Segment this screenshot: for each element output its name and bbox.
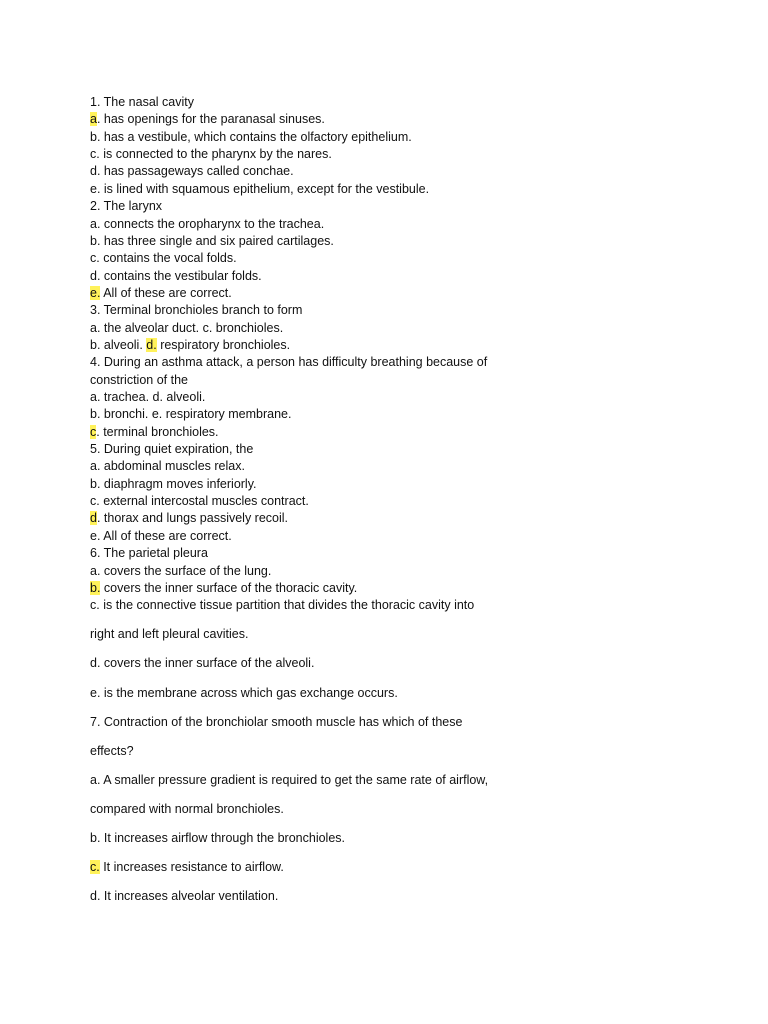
document-line: [90, 111, 325, 127]
line-text: d. contains the vestibular folds.: [90, 268, 262, 283]
line-text: d. It increases alveolar ventilation.: [90, 889, 279, 904]
document-line: [90, 545, 208, 561]
line-text: 5. During quiet expiration, the: [90, 442, 254, 456]
line-text: 2. The larynx: [90, 199, 163, 214]
line-text: compared with normal bronchioles.: [90, 801, 284, 816]
document-line: [90, 233, 334, 249]
document-line: [90, 510, 288, 526]
document-line: [90, 424, 219, 440]
line-text: It increases resistance to airflow.: [99, 860, 284, 875]
document-line: [90, 476, 257, 492]
document-line: [90, 337, 290, 353]
line-text: b. has three single and six paired cartilages.: [90, 233, 334, 248]
document-line: [90, 626, 248, 642]
line-text: b. It increases airflow through the bronchioles.: [90, 831, 345, 845]
document-line: [90, 372, 188, 388]
highlighted-answer-text: a: [90, 112, 97, 127]
document-line: [90, 268, 262, 284]
document-line: [90, 216, 324, 232]
line-text: . terminal bronchioles.: [96, 424, 219, 439]
line-text: covers the inner surface of the thoracic cavity.: [100, 580, 358, 595]
document-line: [90, 830, 345, 846]
document-line: [90, 743, 134, 759]
document-line: [90, 580, 357, 596]
line-text: c. external intercostal muscles contract.: [90, 494, 309, 509]
line-text: b. has a vestibule, which contains the olfactory epithelium.: [90, 129, 412, 144]
line-text: c. is connected to the pharynx by the nares.: [90, 147, 332, 162]
document-line: [90, 94, 194, 110]
highlighted-answer-text: b.: [90, 580, 101, 595]
line-text: e. is the membrane across which gas exchange occurs.: [90, 685, 398, 700]
line-text: c. contains the vocal folds.: [90, 251, 237, 266]
document-line: [90, 772, 488, 788]
document-line: [90, 888, 278, 904]
document-line: [90, 163, 294, 179]
document-line: [90, 597, 474, 613]
line-text: a. the alveolar duct. c. bronchioles.: [90, 320, 284, 335]
document-line: [90, 250, 237, 266]
document-line: [90, 441, 253, 457]
document-line: [90, 285, 232, 301]
line-text: d. has passageways called conchae.: [90, 164, 294, 179]
document-line: [90, 493, 309, 509]
document-line: [90, 354, 487, 370]
line-text: 6. The parietal pleura: [90, 546, 208, 561]
document-line: [90, 563, 271, 579]
line-text: c. is the connective tissue partition that divides the thoracic cavity into: [90, 598, 475, 613]
line-text: a. trachea. d. alveoli.: [90, 390, 206, 404]
line-text: . has openings for the paranasal sinuses.: [96, 112, 325, 127]
document-line: [90, 685, 398, 701]
document-line: [90, 181, 429, 197]
line-text: a. covers the surface of the lung.: [90, 563, 272, 578]
document-line: [90, 458, 245, 474]
line-text: b. diaphragm moves inferiorly.: [90, 476, 257, 491]
document-line: [90, 198, 162, 214]
line-text: 4. During an asthma attack, a person has difficulty breathing because of: [90, 355, 488, 370]
highlighted-answer-text: e.: [90, 285, 101, 300]
document-line: [90, 801, 284, 817]
line-text: e. is lined with squamous epithelium, except for the vestibule.: [90, 181, 430, 196]
line-text: 3. Terminal bronchioles branch to form: [90, 303, 303, 318]
document-line: [90, 714, 462, 730]
line-text: All of these are correct.: [100, 285, 232, 300]
document-line: [90, 406, 291, 422]
line-text: a. abdominal muscles relax.: [90, 459, 245, 474]
line-text: 1. The nasal cavity: [90, 95, 194, 109]
line-text: . thorax and lungs passively recoil.: [96, 511, 289, 526]
line-text: d. covers the inner surface of the alveoli.: [90, 656, 315, 671]
document-line: [90, 859, 284, 875]
highlighted-answer-text: d: [90, 511, 97, 526]
highlighted-answer-text: d.: [146, 337, 157, 352]
line-text: a. connects the oropharynx to the trachea.: [90, 216, 325, 231]
document-line: [90, 528, 232, 544]
document-line: [90, 320, 283, 336]
document-line: [90, 655, 314, 671]
line-text: a. A smaller pressure gradient is required to get the same rate of airflow,: [90, 772, 489, 787]
line-text: right and left pleural cavities.: [90, 627, 249, 642]
document-line: [90, 146, 332, 162]
line-text: effects?: [90, 743, 134, 758]
line-text: b. alveoli.: [90, 337, 147, 352]
line-text: b. bronchi. e. respiratory membrane.: [90, 407, 292, 422]
document-line: [90, 302, 302, 318]
document-line: [90, 129, 412, 145]
line-text: constriction of the: [90, 372, 188, 387]
highlighted-answer-text: c: [90, 424, 97, 439]
line-text: respiratory bronchioles.: [156, 337, 291, 352]
highlighted-answer-text: c.: [90, 860, 100, 875]
document-line: [90, 389, 205, 405]
line-text: e. All of these are correct.: [90, 528, 232, 543]
line-text: 7. Contraction of the bronchiolar smooth muscle has which of these: [90, 714, 463, 729]
